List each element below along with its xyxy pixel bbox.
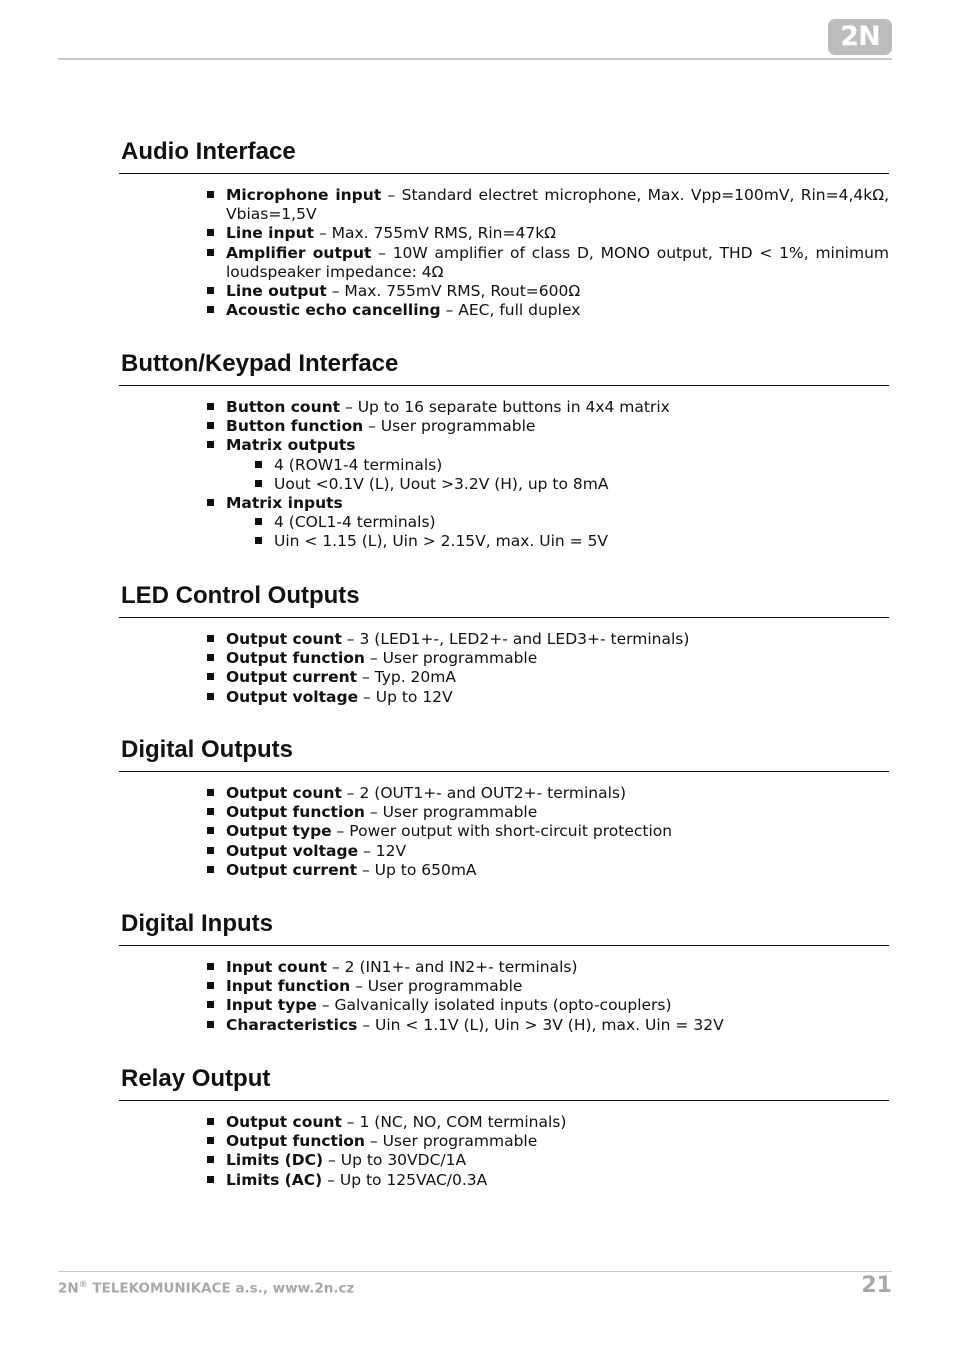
spec-list — [119, 784, 889, 880]
item-label: Input function — [226, 977, 351, 996]
section-title: Digital Outputs — [119, 735, 889, 772]
spec-list — [119, 958, 889, 1035]
item-text: User programmable — [382, 1132, 538, 1151]
section-title: LED Control Outputs — [119, 581, 889, 618]
sub-list — [226, 456, 889, 494]
item-label: Microphone input — [226, 186, 382, 204]
item-label: Output current — [226, 668, 358, 687]
section-title: Audio Interface — [119, 137, 889, 174]
spec-list — [119, 630, 889, 707]
item-text: User programmable — [367, 977, 523, 996]
item-text: 3 (LED1+-, LED2+- and LED3+- terminals) — [359, 630, 690, 648]
item-label: Line output — [226, 282, 327, 301]
list-item: Output count – 2 (OUT1+- and OUT2+- terminals) — [226, 784, 889, 803]
list-item: Output type – Power output with short-circuit protection — [226, 822, 889, 841]
item-text: AEC, full duplex — [458, 301, 581, 320]
item-label: Output function — [226, 803, 365, 822]
item-text: Max. 755mV RMS, Rout=600Ω — [344, 282, 581, 301]
list-item: Input function – User programmable — [226, 977, 889, 996]
item-label: Limits (DC) — [226, 1151, 324, 1170]
item-label: Limits (AC) — [226, 1170, 323, 1189]
item-text: 10W amplifier of class D, MONO output, THD < 1%, minimum loudspeaker impedance: 4Ω — [226, 243, 889, 281]
brand-logo: 2N — [828, 19, 892, 55]
list-item: Output current – Typ. 20mA — [226, 668, 889, 687]
section-digital-inputs — [119, 909, 889, 1035]
section-button-keypad-interface — [119, 349, 889, 552]
list-item: Limits (AC) – Up to 125VAC/0.3A — [226, 1171, 889, 1190]
list-item: Button function – User programmable — [226, 417, 889, 436]
footer-company: 2N® TELEKOMUNIKACE a.s., www.2n.cz — [58, 1280, 355, 1297]
header-divider — [58, 58, 892, 60]
list-item: Acoustic echo cancelling – AEC, full duplex — [226, 301, 889, 320]
list-item: Characteristics – Uin < 1.1V (L), Uin > 3V (H), max. Uin = 32V — [226, 1016, 889, 1035]
item-text: User programmable — [382, 649, 538, 668]
item-text: 1 (NC, NO, COM terminals) — [359, 1113, 567, 1131]
list-item: Output function – User programmable — [226, 649, 889, 668]
section-audio-interface — [119, 137, 889, 320]
item-text: Up to 125VAC/0.3A — [339, 1170, 488, 1189]
sub-list-item: Uin < 1.15 (L), Uin > 2.15V, max. Uin = 5V — [274, 532, 889, 551]
item-text: Up to 12V — [375, 687, 453, 706]
spec-list — [119, 1113, 889, 1190]
list-item: Input count – 2 (IN1+- and IN2+- terminals) — [226, 958, 889, 977]
list-item: Output count – 1 (NC, NO, COM terminals) — [226, 1113, 889, 1132]
item-label: Matrix inputs — [226, 494, 343, 513]
list-item — [226, 436, 889, 494]
item-label: Button count — [226, 398, 341, 416]
item-text: Max. 755mV RMS, Rin=47kΩ — [331, 224, 557, 243]
item-label: Output type — [226, 822, 332, 841]
sub-list — [226, 513, 889, 551]
item-label: Button function — [226, 417, 364, 436]
item-label: Output count — [226, 630, 342, 648]
list-item: Input type – Galvanically isolated inputs (opto-couplers) — [226, 996, 889, 1015]
item-label: Output count — [226, 784, 342, 802]
item-label: Line input — [226, 224, 315, 243]
item-label: Input count — [226, 958, 328, 976]
item-label: Output count — [226, 1113, 342, 1131]
spec-list — [119, 186, 889, 320]
item-label: Output function — [226, 649, 365, 668]
list-item: Line output – Max. 755mV RMS, Rout=600Ω — [226, 282, 889, 301]
section-title: Button/Keypad Interface — [119, 349, 889, 386]
item-label: Output current — [226, 860, 358, 879]
spec-list — [119, 398, 889, 552]
item-label: Characteristics — [226, 1015, 358, 1034]
item-label: Matrix outputs — [226, 436, 356, 455]
item-text: Uin < 1.1V (L), Uin > 3V (H), max. Uin = 32V — [375, 1015, 724, 1034]
sub-list-item: 4 (COL1-4 terminals) — [274, 513, 889, 532]
list-item: Microphone input – Standard electret microphone, Max. Vpp=100mV, Rin=4,4kΩ, Vbias=1,5V — [226, 186, 890, 224]
list-item: Output function – User programmable — [226, 1132, 889, 1151]
list-item: Output count – 3 (LED1+-, LED2+- and LED3+- terminals) — [226, 630, 889, 649]
item-text: Typ. 20mA — [374, 668, 456, 687]
list-item: Amplifier output – 10W amplifier of class D, MONO output, THD < 1%, minimum loudspeaker impedance: 4Ω — [226, 243, 889, 281]
list-item: Output voltage – Up to 12V — [226, 688, 889, 707]
section-relay-output — [119, 1064, 889, 1190]
item-text: Up to 650mA — [374, 860, 477, 879]
item-text: Up to 30VDC/1A — [340, 1151, 467, 1170]
list-item: Output voltage – 12V — [226, 842, 889, 861]
list-item: Button count – Up to 16 separate buttons in 4x4 matrix — [226, 398, 889, 417]
item-text: 2 (OUT1+- and OUT2+- terminals) — [359, 784, 627, 802]
item-text: Power output with short-circuit protection — [349, 822, 673, 841]
footer-divider — [58, 1271, 892, 1272]
list-item: Output function – User programmable — [226, 803, 889, 822]
page-number: 21 — [861, 1273, 892, 1298]
item-text: Standard electret microphone, Max. Vpp=100mV, Rin=4,4kΩ, Vbias=1,5V — [226, 186, 890, 224]
list-item — [226, 494, 889, 552]
section-led-control-outputs — [119, 581, 889, 707]
list-item: Line input – Max. 755mV RMS, Rin=47kΩ — [226, 224, 889, 243]
item-label: Amplifier output — [226, 243, 372, 262]
sub-list-item: 4 (ROW1-4 terminals) — [274, 456, 889, 475]
item-text: User programmable — [380, 417, 536, 436]
item-text: 2 (IN1+- and IN2+- terminals) — [344, 958, 578, 976]
list-item: Output current – Up to 650mA — [226, 861, 889, 880]
item-text: Galvanically isolated inputs (opto-couplers) — [334, 996, 672, 1015]
item-label: Input type — [226, 996, 317, 1015]
section-title: Digital Inputs — [119, 909, 889, 946]
section-digital-outputs — [119, 735, 889, 880]
list-item: Limits (DC) – Up to 30VDC/1A — [226, 1151, 889, 1170]
section-title: Relay Output — [119, 1064, 889, 1101]
registered-mark: ® — [78, 1280, 88, 1290]
item-label: Acoustic echo cancelling — [226, 301, 441, 320]
item-text: Up to 16 separate buttons in 4x4 matrix — [357, 398, 670, 416]
item-text: 12V — [375, 841, 407, 860]
sub-list-item: Uout <0.1V (L), Uout >3.2V (H), up to 8mA — [274, 475, 889, 494]
item-label: Output voltage — [226, 687, 359, 706]
item-label: Output function — [226, 1132, 365, 1151]
item-text: User programmable — [382, 803, 538, 822]
item-label: Output voltage — [226, 841, 359, 860]
